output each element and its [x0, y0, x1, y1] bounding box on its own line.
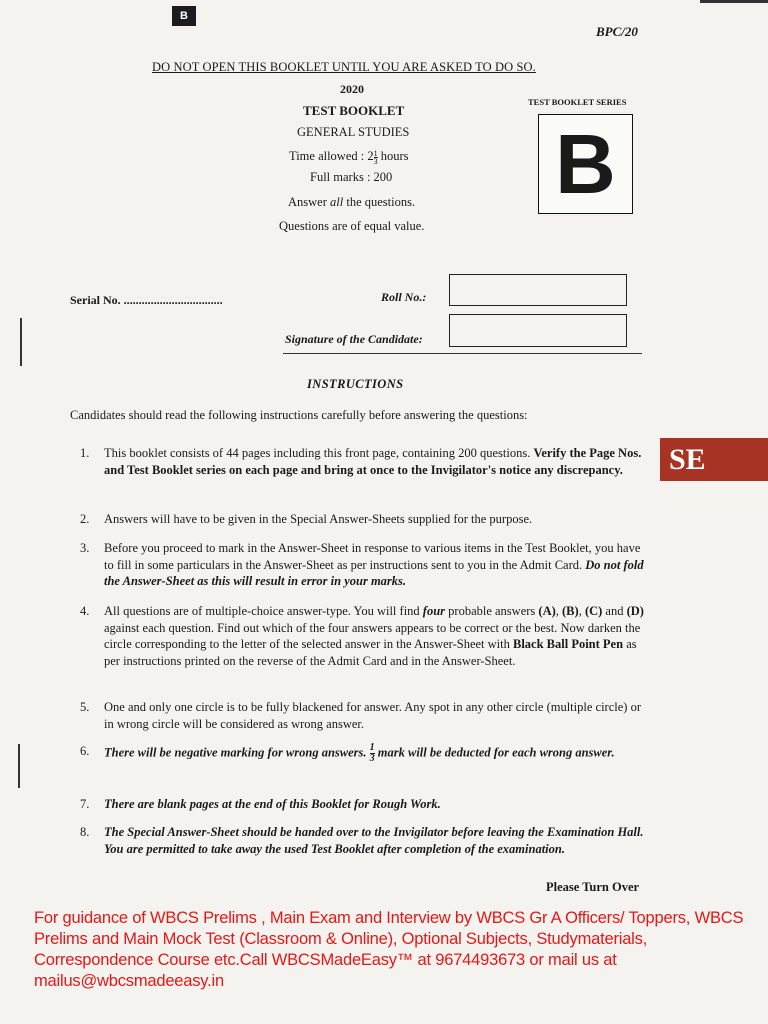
item-number: 8.	[80, 825, 90, 839]
time-unit: hours	[380, 149, 409, 163]
exam-year: 2020	[340, 82, 364, 96]
instruction-item	[80, 511, 650, 528]
signature-label: Signature of the Candidate:	[285, 332, 423, 346]
item-text: Before you proceed to mark in the Answer-Sheet in response to various items in the Test Booklet, you have to fill in some particulars in the Answer-Sheet as per instructions sent to you in the Admit Card.	[104, 541, 641, 572]
margin-mark-top	[20, 318, 22, 366]
instruction-item	[80, 824, 650, 857]
item-text-part-4: as per instructions printed on the reverse of the Admit Card and in the Answer-Sheet.	[104, 637, 637, 668]
fraction-den: 3	[369, 753, 375, 764]
booklet-title: TEST BOOKLET	[303, 103, 405, 118]
divider-rule	[283, 353, 642, 354]
option-b: (B)	[562, 604, 579, 618]
signature-box	[449, 314, 627, 347]
item-text: There are blank pages at the end of this Booklet for Rough Work.	[104, 797, 441, 811]
promo-banner-text: For guidance of WBCS Prelims , Main Exam and Interview by WBCS Gr A Officers/ Toppers, WBCS Prelims and Main Mock Test (Classroom & Online), Optional Subjects, Studymaterials, Correspondence Course etc.Call WBCSMadeEasy™ at 9674493673 or mail us at mailus@wbcsmadeeasy.in	[34, 909, 744, 990]
item-bold-italic-text: Do not fold the Answer-Sheet as this will result in error in your marks.	[104, 557, 644, 588]
instructions-intro: Candidates should read the following instructions carefully before answering the questions:	[70, 408, 528, 422]
full-marks: Full marks : 200	[310, 170, 393, 184]
item-text-part-3: against each question. Find out which of the four answers appears to be correct or the best. Now darken the circle corresponding to the letter of the selected answer in the Answer-Sheet with	[104, 620, 641, 651]
option-d: (D)	[626, 604, 644, 618]
item-number: 2.	[80, 512, 90, 526]
item-text: Answers will have to be given in the Special Answer-Sheets supplied for the purpose.	[104, 512, 533, 526]
time-fraction-den: 3	[373, 156, 378, 166]
answer-suffix: the questions.	[346, 195, 416, 209]
instruction-item	[80, 540, 650, 590]
time-allowed-label: Time allowed :	[289, 149, 365, 163]
option-c: (C)	[584, 604, 603, 618]
time-fraction-num: 1	[373, 148, 378, 158]
instruction-item	[80, 699, 650, 732]
subject-title: GENERAL STUDIES	[297, 125, 410, 139]
item-pen-type: Black Ball Point Pen	[512, 637, 624, 651]
item-text-and: and	[605, 604, 624, 618]
equal-value-note: Questions are of equal value.	[279, 219, 425, 233]
answer-emphasis: all	[330, 195, 344, 209]
margin-mark-bottom	[18, 744, 20, 788]
instruction-item	[80, 445, 650, 478]
item-number: 7.	[80, 797, 90, 811]
instruction-item	[80, 743, 650, 764]
side-tab: SE	[660, 438, 768, 481]
instructions-title: INSTRUCTIONS	[307, 377, 404, 391]
item-text-part-1: There will be negative marking for wrong answers.	[104, 745, 367, 760]
top-edge-mark	[700, 0, 768, 3]
fraction-one-third	[370, 743, 375, 764]
item-bold-text: Verify the Page Nos. and Test Booklet series on each page and bring at once to the Invigilator's notice any discrepancy.	[104, 446, 642, 477]
item-text: One and only one circle is to be fully blackened for answer. Any spot in any other circle (multiple circle) or in wrong circle will be considered as wrong answer.	[104, 700, 641, 731]
time-allowed	[289, 149, 409, 165]
time-whole: 2	[367, 149, 374, 163]
warning-heading: DO NOT OPEN THIS BOOKLET UNTIL YOU ARE ASKED TO DO SO.	[152, 60, 536, 74]
series-letter-box: B	[538, 114, 633, 214]
item-text-part-2: probable answers	[448, 604, 536, 618]
answer-all-note	[288, 195, 415, 210]
item-text-part-2: mark will be deducted for each wrong answer.	[377, 745, 615, 760]
roll-number-label: Roll No.:	[381, 290, 427, 304]
booklet-code: BPC/20	[596, 24, 638, 39]
item-text: The Special Answer-Sheet should be handed over to the Invigilator before leaving the Examination Hall. You are permitted to take away the used Test Booklet after completion of the examination.	[104, 825, 644, 856]
series-label: TEST BOOKLET SERIES	[528, 97, 627, 107]
time-fraction	[374, 150, 378, 165]
item-number: 3.	[80, 541, 90, 555]
instruction-item: 4. All questions are of multiple-choice answer-type. You will find four probable answers (A), (B), (C) and (D) against each question. Find out which of the four answers appears to be correct or the best. Now darken the circle corresponding to the letter of the selected answer in the Answer-Sheet with Black Ball Point Pen as per instructions printed on the reverse of the Admit Card and in the Answer-Sheet.	[80, 604, 644, 668]
item-number: 5.	[80, 700, 90, 714]
item-number: 1.	[80, 446, 90, 460]
corner-series-tag: B	[172, 6, 196, 26]
instruction-item	[80, 796, 650, 813]
roll-number-box	[449, 274, 627, 306]
please-turn-over: Please Turn Over	[546, 880, 640, 894]
item-text-part-1: All questions are of multiple-choice answer-type. You will find	[104, 604, 420, 618]
item-emphasis-four: four	[422, 604, 446, 618]
item-number: 6.	[80, 744, 90, 758]
answer-prefix: Answer	[288, 195, 327, 209]
item-number: 4.	[80, 604, 90, 618]
serial-number-field: Serial No. .................................	[70, 293, 223, 307]
fraction-num: 1	[369, 742, 375, 753]
item-text: This booklet consists of 44 pages including this front page, containing 200 questions.	[104, 446, 531, 460]
option-a: (A)	[538, 604, 556, 618]
